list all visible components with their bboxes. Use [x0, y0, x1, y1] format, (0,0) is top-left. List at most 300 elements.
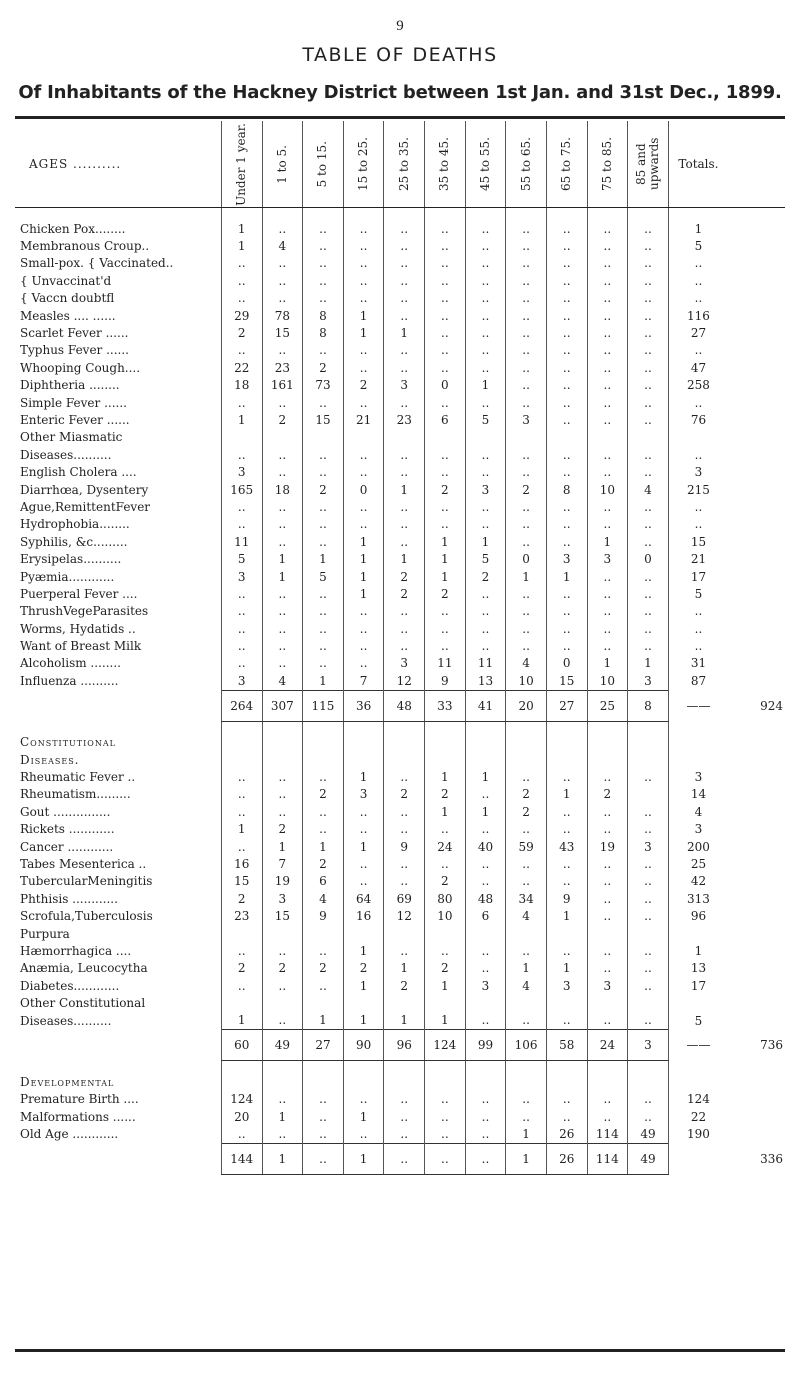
table-cell: .. — [384, 394, 425, 411]
table-cell: .. — [587, 220, 628, 237]
table-row — [15, 324, 785, 341]
table-cell: .. — [506, 1108, 547, 1125]
table-cell — [262, 994, 303, 1011]
table-cell: .. — [628, 220, 669, 237]
table-cell: .. — [628, 585, 669, 602]
table-cell: .. — [587, 890, 628, 907]
table-cell: .. — [628, 873, 669, 890]
table-cell: .. — [628, 1108, 669, 1125]
row-total: 96 — [668, 907, 728, 924]
table-cell: .. — [221, 637, 262, 654]
row-label: Other Miasmatic — [20, 430, 123, 445]
table-cell: .. — [546, 821, 587, 838]
row-label: { Vaccn doubtfl — [20, 291, 115, 306]
table-cell: 1 — [303, 550, 344, 567]
table-cell — [587, 734, 628, 751]
table-cell: 1 — [384, 550, 425, 567]
table-row — [15, 237, 785, 254]
table-cell: 59 — [506, 838, 547, 855]
grand-cell — [728, 925, 785, 942]
table-cell: .. — [221, 620, 262, 637]
section-heading-row — [15, 1073, 785, 1090]
table-cell: .. — [628, 498, 669, 515]
table-cell: 1 — [343, 585, 384, 602]
table-cell: 16 — [343, 907, 384, 924]
table-cell: 9 — [303, 907, 344, 924]
table-cell — [425, 994, 466, 1011]
table-cell: .. — [628, 533, 669, 550]
table-cell — [628, 721, 669, 734]
subtotal-row — [15, 690, 785, 721]
age-column-header: 85 and upwards — [628, 121, 669, 208]
table-cell: 40 — [465, 838, 506, 855]
table-cell: .. — [628, 977, 669, 994]
table-cell — [465, 1061, 506, 1074]
row-total: 1 — [668, 220, 728, 237]
row-label: Pyæmia............ — [20, 569, 115, 584]
table-cell: .. — [465, 324, 506, 341]
subtotal-cell: 124 — [425, 1030, 466, 1061]
table-cell: .. — [343, 255, 384, 272]
row-total: 258 — [668, 377, 728, 394]
table-cell: 21 — [343, 411, 384, 428]
table-row — [15, 255, 785, 272]
row-total: 5 — [668, 237, 728, 254]
table-cell: 3 — [221, 568, 262, 585]
table-cell: .. — [465, 637, 506, 654]
table-cell: .. — [587, 290, 628, 307]
table-cell: .. — [262, 585, 303, 602]
row-label: Gout ............... — [20, 804, 111, 819]
table-cell: 1 — [384, 324, 425, 341]
row-total: .. — [668, 603, 728, 620]
row-total: 215 — [668, 481, 728, 498]
table-cell: 5 — [465, 411, 506, 428]
table-cell: 23 — [221, 907, 262, 924]
table-cell: .. — [221, 516, 262, 533]
table-cell — [506, 994, 547, 1011]
grand-cell — [728, 1061, 785, 1074]
table-cell: .. — [303, 463, 344, 480]
row-label — [15, 1030, 221, 1061]
table-cell: 1 — [343, 942, 384, 959]
row-label: Alcoholism ........ — [20, 656, 121, 671]
row-label — [15, 1061, 221, 1074]
table-cell — [384, 734, 425, 751]
table-cell: .. — [465, 873, 506, 890]
table-cell: .. — [628, 637, 669, 654]
table-cell: .. — [384, 533, 425, 550]
table-cell: .. — [628, 620, 669, 637]
row-total: .. — [668, 516, 728, 533]
table-cell: .. — [262, 446, 303, 463]
table-cell: .. — [546, 585, 587, 602]
grand-cell — [728, 359, 785, 376]
table-cell: .. — [465, 359, 506, 376]
table-cell: 1 — [262, 568, 303, 585]
table-row — [15, 1012, 785, 1030]
table-cell: 1 — [546, 786, 587, 803]
row-total: 5 — [668, 585, 728, 602]
table-cell: .. — [587, 942, 628, 959]
row-total: 87 — [668, 672, 728, 690]
spacer-row — [15, 721, 785, 734]
table-cell: .. — [506, 855, 547, 872]
table-cell: 6 — [465, 907, 506, 924]
table-cell — [343, 208, 384, 221]
section-heading: Developmental — [20, 1074, 115, 1089]
table-cell: .. — [425, 1091, 466, 1108]
grand-cell — [728, 342, 785, 359]
table-cell: 1 — [303, 838, 344, 855]
table-cell: 10 — [587, 672, 628, 690]
table-cell: 10 — [506, 672, 547, 690]
table-cell — [303, 1073, 344, 1090]
grand-cell — [728, 855, 785, 872]
table-cell: .. — [546, 411, 587, 428]
table-cell: .. — [628, 463, 669, 480]
deaths-table — [15, 121, 785, 1175]
table-cell — [343, 429, 384, 446]
table-cell: 5 — [221, 550, 262, 567]
table-cell: 2 — [343, 377, 384, 394]
table-cell: .. — [628, 255, 669, 272]
table-cell: 7 — [262, 855, 303, 872]
table-cell: .. — [587, 620, 628, 637]
grand-cell — [728, 272, 785, 289]
row-total: 5 — [668, 1012, 728, 1030]
table-cell: .. — [628, 237, 669, 254]
table-cell — [262, 734, 303, 751]
row-total — [668, 1073, 728, 1090]
row-total: 4 — [668, 803, 728, 820]
grand-cell — [728, 890, 785, 907]
table-cell: .. — [303, 290, 344, 307]
table-cell: .. — [221, 977, 262, 994]
row-label: Enteric Fever ...... — [20, 412, 130, 427]
table-cell: .. — [343, 1091, 384, 1108]
table-cell: .. — [506, 220, 547, 237]
grand-cell — [728, 255, 785, 272]
table-cell: .. — [465, 620, 506, 637]
top-rule — [15, 116, 785, 119]
table-cell: .. — [262, 394, 303, 411]
row-label: Rheumatic Fever .. — [20, 770, 136, 785]
table-cell: 1 — [221, 821, 262, 838]
table-cell: .. — [221, 272, 262, 289]
subtotal-cell: 27 — [546, 690, 587, 721]
table-cell: 16 — [221, 855, 262, 872]
subtotal-cell: 264 — [221, 690, 262, 721]
table-row — [15, 220, 785, 237]
table-cell: 2 — [384, 568, 425, 585]
table-cell: .. — [546, 272, 587, 289]
row-total: 25 — [668, 855, 728, 872]
table-cell: 1 — [465, 803, 506, 820]
table-cell: .. — [506, 359, 547, 376]
table-cell: 2 — [425, 873, 466, 890]
grand-cell — [728, 394, 785, 411]
table-cell: 1 — [343, 324, 384, 341]
table-cell: 9 — [546, 890, 587, 907]
table-cell: 1 — [506, 568, 547, 585]
table-row — [15, 960, 785, 977]
table-cell: 1 — [343, 1108, 384, 1125]
table-cell: .. — [221, 655, 262, 672]
table-cell: 1 — [303, 672, 344, 690]
table-cell: .. — [221, 768, 262, 785]
table-cell: .. — [384, 498, 425, 515]
table-cell — [262, 208, 303, 221]
row-total — [668, 721, 728, 734]
table-cell: 3 — [384, 377, 425, 394]
subtotal-cell: 90 — [343, 1030, 384, 1061]
table-cell: .. — [506, 446, 547, 463]
table-cell: .. — [262, 620, 303, 637]
table-cell: .. — [587, 907, 628, 924]
table-row — [15, 516, 785, 533]
table-cell: 4 — [262, 672, 303, 690]
table-cell: .. — [465, 942, 506, 959]
table-cell: .. — [384, 272, 425, 289]
table-cell: 1 — [343, 307, 384, 324]
table-cell — [628, 925, 669, 942]
table-row — [15, 377, 785, 394]
table-cell: .. — [384, 1108, 425, 1125]
table-title: TABLE OF DEATHS — [302, 44, 498, 66]
table-cell: .. — [587, 377, 628, 394]
table-row — [15, 429, 785, 446]
table-row — [15, 550, 785, 567]
table-cell: 78 — [262, 307, 303, 324]
table-cell: .. — [546, 342, 587, 359]
table-cell — [384, 1061, 425, 1074]
table-cell: .. — [628, 855, 669, 872]
table-row — [15, 603, 785, 620]
table-cell: .. — [384, 1125, 425, 1143]
age-column-header: Under 1 year. — [221, 121, 262, 208]
table-cell — [384, 994, 425, 1011]
grand-cell — [728, 734, 785, 751]
table-cell: 1 — [425, 977, 466, 994]
table-cell — [343, 1073, 384, 1090]
row-label: Cancer ............ — [20, 839, 114, 854]
table-cell — [628, 734, 669, 751]
table-cell: .. — [506, 821, 547, 838]
grand-cell — [728, 620, 785, 637]
subtotal-cell: 27 — [303, 1030, 344, 1061]
table-cell: .. — [384, 342, 425, 359]
table-cell — [384, 721, 425, 734]
table-cell: 48 — [465, 890, 506, 907]
table-cell — [465, 721, 506, 734]
grand-cell — [728, 907, 785, 924]
table-cell: .. — [587, 1012, 628, 1030]
table-cell: .. — [343, 446, 384, 463]
table-cell: .. — [384, 1091, 425, 1108]
table-cell: .. — [587, 272, 628, 289]
table-cell: .. — [303, 255, 344, 272]
table-cell: 3 — [384, 655, 425, 672]
table-cell: 2 — [384, 977, 425, 994]
subtotal-cell: 58 — [546, 1030, 587, 1061]
subtotal-dash — [668, 1143, 728, 1174]
table-cell: 10 — [425, 907, 466, 924]
row-label: Diseases.......... — [20, 1013, 112, 1028]
row-total: .. — [668, 498, 728, 515]
table-cell: 5 — [303, 568, 344, 585]
table-cell: .. — [343, 394, 384, 411]
row-label: { Unvaccinat'd — [20, 273, 112, 288]
subtotal-cell: 49 — [628, 1143, 669, 1174]
table-cell: .. — [587, 873, 628, 890]
table-cell: .. — [546, 463, 587, 480]
row-label: Puerperal Fever .... — [20, 586, 138, 601]
row-label: Rheumatism......... — [20, 787, 131, 802]
table-cell: .. — [465, 1125, 506, 1143]
row-total: 22 — [668, 1108, 728, 1125]
table-cell — [221, 1061, 262, 1074]
table-cell: .. — [546, 942, 587, 959]
grand-total: 924 — [760, 698, 783, 713]
table-cell: 114 — [587, 1125, 628, 1143]
grand-cell — [728, 550, 785, 567]
row-total — [668, 429, 728, 446]
table-cell — [262, 751, 303, 768]
table-cell: .. — [425, 359, 466, 376]
table-cell: 2 — [506, 786, 547, 803]
table-cell: 2 — [384, 786, 425, 803]
grand-cell — [728, 516, 785, 533]
grand-cell — [728, 463, 785, 480]
table-cell: 0 — [425, 377, 466, 394]
table-cell: 1 — [343, 533, 384, 550]
table-cell — [587, 1061, 628, 1074]
table-cell: .. — [587, 568, 628, 585]
table-cell: 26 — [546, 1125, 587, 1143]
table-cell: .. — [221, 498, 262, 515]
table-cell: .. — [465, 585, 506, 602]
row-label — [15, 208, 221, 221]
table-cell: 1 — [546, 960, 587, 977]
row-total: .. — [668, 342, 728, 359]
subtotal-cell: 115 — [303, 690, 344, 721]
totals-header: Totals. — [668, 121, 728, 208]
subtotal-cell: 106 — [506, 1030, 547, 1061]
table-cell: .. — [587, 768, 628, 785]
table-cell — [546, 1061, 587, 1074]
grand-cell — [728, 786, 785, 803]
table-row — [15, 620, 785, 637]
table-cell: .. — [465, 290, 506, 307]
table-cell: .. — [343, 272, 384, 289]
table-row — [15, 637, 785, 654]
table-cell — [506, 751, 547, 768]
row-total: 14 — [668, 786, 728, 803]
row-label — [15, 721, 221, 734]
age-column-header: 25 to 35. — [384, 121, 425, 208]
row-total — [668, 751, 728, 768]
table-cell: 0 — [628, 550, 669, 567]
row-label: Typhus Fever ...... — [20, 343, 129, 358]
row-total: 31 — [668, 655, 728, 672]
row-total: 21 — [668, 550, 728, 567]
table-cell: 4 — [262, 237, 303, 254]
row-total: 3 — [668, 463, 728, 480]
table-cell — [221, 429, 262, 446]
table-row — [15, 411, 785, 428]
table-cell: .. — [343, 873, 384, 890]
table-cell: .. — [221, 585, 262, 602]
table-cell: .. — [262, 1012, 303, 1030]
table-cell: 20 — [221, 1108, 262, 1125]
table-cell: .. — [546, 307, 587, 324]
row-total: 200 — [668, 838, 728, 855]
table-row — [15, 1108, 785, 1125]
table-cell: .. — [546, 803, 587, 820]
table-cell: 19 — [262, 873, 303, 890]
table-cell: .. — [303, 977, 344, 994]
table-cell: .. — [506, 272, 547, 289]
table-cell: .. — [384, 942, 425, 959]
age-column-header: 45 to 55. — [465, 121, 506, 208]
grand-cell — [728, 446, 785, 463]
table-cell: 1 — [384, 960, 425, 977]
table-cell — [506, 1061, 547, 1074]
grand-cell — [728, 655, 785, 672]
grand-cell — [728, 721, 785, 734]
table-cell: .. — [587, 463, 628, 480]
subtotal-cell: 60 — [221, 1030, 262, 1061]
table-cell — [303, 429, 344, 446]
row-total: 1 — [668, 942, 728, 959]
row-total: .. — [668, 637, 728, 654]
table-cell: 19 — [587, 838, 628, 855]
table-cell — [384, 925, 425, 942]
table-cell: .. — [425, 324, 466, 341]
table-cell: .. — [465, 855, 506, 872]
row-label: Tabes Mesenterica .. — [20, 856, 147, 871]
table-cell: 1 — [384, 481, 425, 498]
table-cell: 2 — [221, 960, 262, 977]
table-cell: .. — [425, 942, 466, 959]
row-total — [668, 994, 728, 1011]
row-label: Want of Breast Milk — [20, 639, 142, 654]
table-cell: .. — [343, 342, 384, 359]
table-cell: 8 — [546, 481, 587, 498]
table-cell: .. — [506, 585, 547, 602]
row-label: Scarlet Fever ...... — [20, 326, 129, 341]
table-cell: 4 — [303, 890, 344, 907]
table-row — [15, 873, 785, 890]
table-row — [15, 803, 785, 820]
table-cell: .. — [384, 803, 425, 820]
ages-header: AGES .......... — [15, 121, 221, 208]
table-subtitle: Of Inhabitants of the Hackney District between 1st Jan. and 31st Dec., 1899. — [18, 82, 782, 103]
table-cell: 7 — [343, 672, 384, 690]
table-cell: .. — [546, 516, 587, 533]
table-cell — [587, 429, 628, 446]
table-cell — [506, 721, 547, 734]
table-cell: .. — [628, 1012, 669, 1030]
table-row — [15, 463, 785, 480]
table-row — [15, 394, 785, 411]
row-label: Whooping Cough.... — [20, 360, 141, 375]
table-cell: 1 — [343, 768, 384, 785]
table-cell — [343, 751, 384, 768]
table-cell — [221, 925, 262, 942]
table-cell: 2 — [303, 481, 344, 498]
